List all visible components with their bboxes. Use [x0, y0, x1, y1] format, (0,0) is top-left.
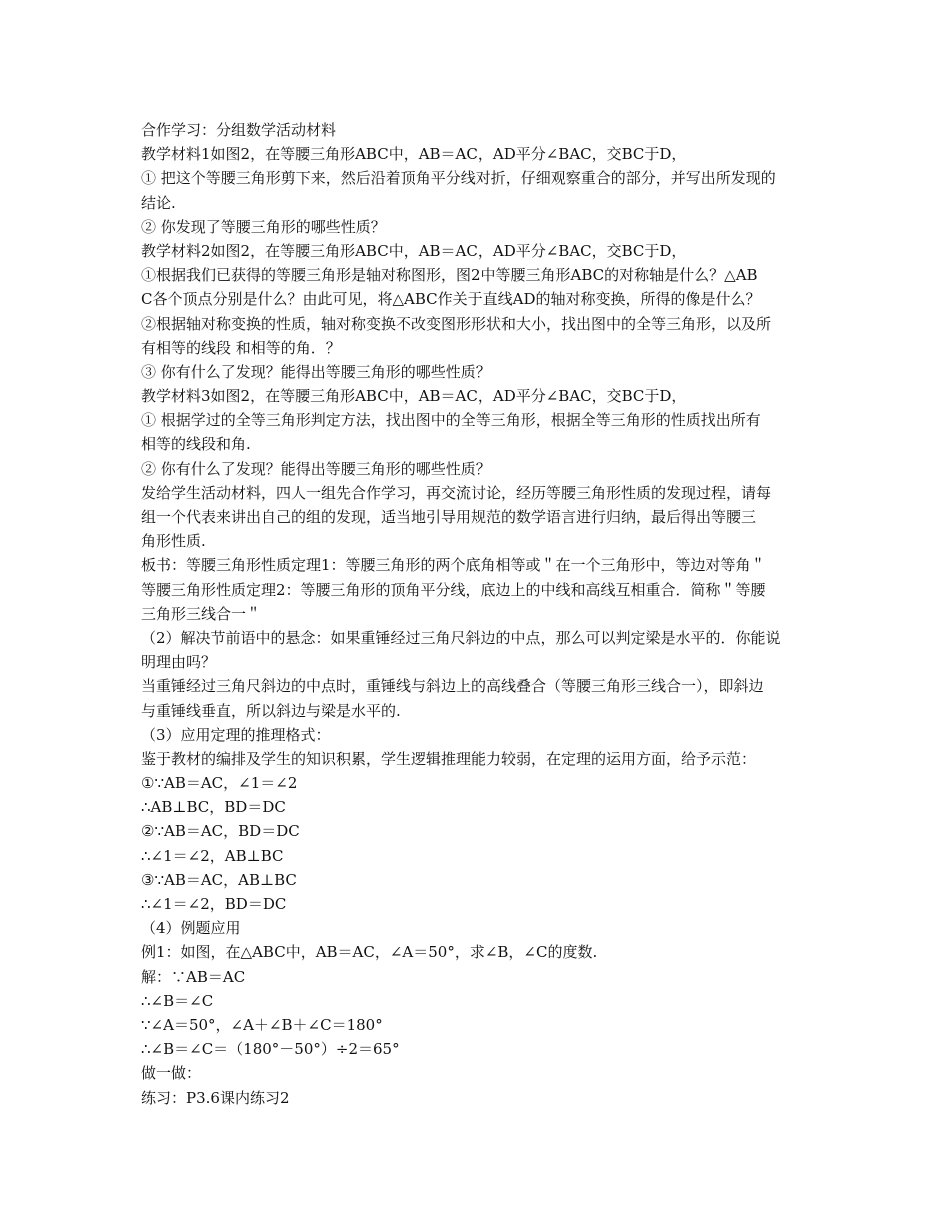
- text-line: C各个顶点分别是什么？由此可见，将△ABC作关于直线AD的轴对称变换，所得的像是什么？: [141, 290, 761, 309]
- text-line: 等腰三角形性质定理2：等腰三角形的顶角平分线，底边上的中线和高线互相重合．简称＂等腰: [141, 580, 766, 599]
- text-line: 结论.: [141, 193, 176, 212]
- text-line: ∴∠1＝∠2，BD＝DC: [141, 895, 287, 913]
- text-line: ①根据我们已获得的等腰三角形是轴对称图形，图2中等腰三角形ABC的对称轴是什么？△AB: [141, 266, 758, 285]
- text-line: ∴AB⊥BC，BD＝DC: [141, 798, 286, 817]
- text-line: 发给学生活动材料，四人一组先合作学习，再交流讨论，经历等腰三角形性质的发现过程，请每: [141, 483, 772, 502]
- text-line: 板书：等腰三角形性质定理1：等腰三角形的两个底角相等或＂在一个三角形中，等边对等角＂: [141, 556, 766, 575]
- text-line: 鉴于教材的编排及学生的知识积累，学生逻辑推理能力较弱，在定理的运用方面，给予示范：: [141, 749, 757, 768]
- text-line: ② 你有什么了发现？能得出等腰三角形的哪些性质？: [141, 459, 491, 478]
- text-line: ② 你发现了等腰三角形的哪些性质？: [141, 217, 386, 236]
- text-line: ②∵AB＝AC，BD＝DC: [141, 822, 300, 841]
- text-line: 明理由吗？: [141, 653, 217, 672]
- text-line: ∵∠A＝50°，∠A＋∠B＋∠C＝180°: [141, 1015, 383, 1034]
- section-title: 合作学习：分组数学活动材料: [141, 121, 337, 139]
- text-line: ③∵AB＝AC，AB⊥BC: [141, 870, 297, 889]
- text-line: 教学材料1如图2，在等腰三角形ABC中，AB＝AC，AD平分∠BAC，交BC于D，: [141, 145, 687, 164]
- text-line: 与重锤线垂直，所以斜边与梁是水平的.: [141, 701, 401, 720]
- text-line: 做一做：: [141, 1064, 202, 1083]
- text-line: ∴∠1＝∠2，AB⊥BC: [141, 846, 284, 865]
- text-line: ①∵AB＝AC，∠1＝∠2: [141, 774, 298, 793]
- text-line: 有相等的线段 和相等的角．？: [141, 338, 341, 357]
- text-line: ②根据轴对称变换的性质，轴对称变换不改变图形形状和大小，找出图中的全等三角形，以及所: [141, 314, 772, 333]
- text-line: ① 根据学过的全等三角形判定方法，找出图中的全等三角形，根据全等三角形的性质找出所有: [141, 411, 761, 430]
- text-line: ∴∠B＝∠C: [141, 991, 214, 1010]
- document-body: [141, 118, 821, 1110]
- text-line: ∴∠B＝∠C＝（180°－50°）÷2＝65°: [141, 1040, 400, 1059]
- text-line: 教学材料2如图2，在等腰三角形ABC中，AB＝AC，AD平分∠BAC，交BC于D，: [141, 241, 687, 260]
- text-line: 相等的线段和角.: [141, 435, 251, 454]
- text-line: 组一个代表来讲出自己的组的发现，适当地引导用规范的数学语言进行归纳，最后得出等腰三: [141, 508, 757, 526]
- text-line: ③ 你有什么了发现？能得出等腰三角形的哪些性质？: [141, 362, 491, 381]
- text-line: （2）解决节前语中的悬念：如果重锤经过三角尺斜边的中点，那么可以判定梁是水平的．你能说: [141, 628, 781, 647]
- text-line: 三角形三线合一＂: [141, 604, 262, 623]
- text-line: 解：∵AB＝AC: [141, 967, 246, 986]
- text-line: 教学材料3如图2，在等腰三角形ABC中，AB＝AC，AD平分∠BAC，交BC于D，: [141, 387, 687, 406]
- text-line: 角形性质.: [141, 532, 206, 551]
- text-line: （3）应用定理的推理格式：: [141, 725, 331, 744]
- text-line: ① 把这个等腰三角形剪下来，然后沿着顶角平分线对折，仔细观察重合的部分，并写出所发现的: [141, 169, 776, 188]
- text-line: 当重锤经过三角尺斜边的中点时，重锤线与斜边上的高线叠合（等腰三角形三线合一），即斜边: [141, 677, 764, 696]
- text-line: 例1：如图，在△ABC中，AB＝AC，∠A＝50°，求∠B，∠C的度数.: [141, 943, 598, 962]
- text-line: 练习：P3.6课内练习2: [141, 1088, 290, 1107]
- text-line: （4）例题应用: [141, 919, 241, 938]
